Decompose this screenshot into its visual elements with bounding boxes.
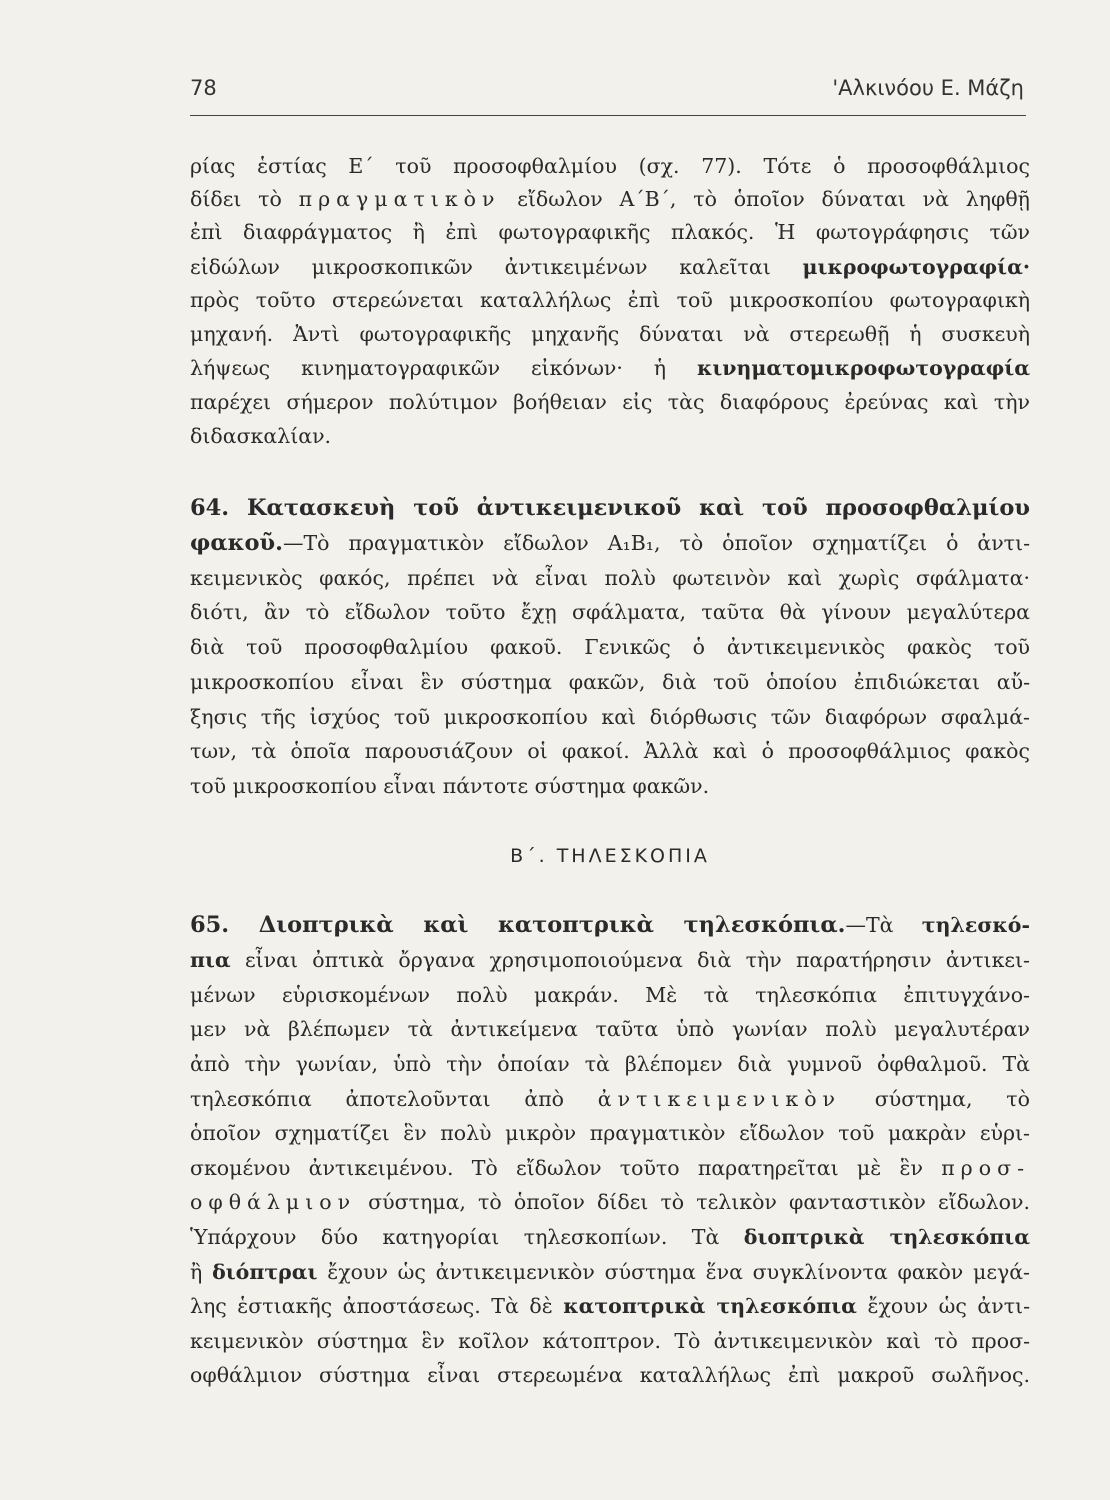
text-line: μικροσκοπίου εἶναι ἓν σύστημα φακῶν, διὰ τοῦ ὁποίου ἐπιδιώκεται αὔ-	[190, 670, 1030, 694]
text-line: λης ἑστιακῆς ἀποστάσεως. Τὰ δὲ κατοπτρικὰ τηλεσκόπια ἔχουν ὡς ἀντι-	[190, 1294, 1030, 1318]
spaced-term: πραγματικὸν	[298, 187, 501, 211]
text-line: μηχανή. Ἀντὶ φωτογραφικῆς μηχανῆς δύναται νὰ στερεωθῇ ἡ συσκευὴ	[190, 322, 1030, 346]
bold-term: διοπτρικὰ τηλεσκόπια	[743, 1225, 1030, 1249]
bold-term: κατοπτρικὰ τηλεσκόπια	[563, 1294, 857, 1318]
text-line: μένων εὑρισκομένων πολὺ μακράν. Μὲ τὰ τηλεσκόπια ἐπιτυγχάνο-	[190, 983, 1030, 1007]
text-line: δίδει τὸ πραγματικὸν εἴδωλον Α΄Β΄, τὸ ὁποῖον δύναται νὰ ληφθῇ	[190, 187, 1030, 211]
text-line: ὁποῖον σχηματίζει ἓν πολὺ μικρὸν πραγματικὸν εἴδωλον τοῦ μακρὰν εὑρι-	[190, 1121, 1030, 1145]
text-line: πρὸς τοῦτο στερεώνεται καταλλήλως ἐπὶ τοῦ μικροσκοπίου φωτογραφικὴ	[190, 288, 1030, 312]
spaced-term: οφθάλμιον	[190, 1190, 357, 1214]
section-b-heading: Β΄. ΤΗΛΕΣΚΟΠΙΑ	[510, 845, 710, 867]
text-line: ρίας ἑστίας Ε΄ τοῦ προσοφθαλμίου (σχ. 77). Τότε ὁ προσοφθάλμιος	[190, 154, 1030, 178]
text-line: Ὑπάρχουν δύο κατηγορίαι τηλεσκοπίων. Τὰ διοπτρικὰ τηλεσκόπια	[190, 1225, 1030, 1249]
text-line: κειμενικὸν σύστημα ἓν κοῖλον κάτοπτρον. Τὸ ἀντικειμενικὸν καὶ τὸ προσ-	[190, 1329, 1030, 1353]
bold-term: διόπτραι	[212, 1260, 318, 1284]
running-title: 'Αλκινόου Ε. Μάζη	[832, 76, 1024, 100]
text-line: κειμενικὸς φακός, πρέπει νὰ εἶναι πολὺ φωτεινὸν καὶ χωρὶς σφάλματα·	[190, 566, 1030, 590]
bold-term: μικροφωτογραφία·	[802, 255, 1030, 279]
text-line: εἰδώλων μικροσκοπικῶν ἀντικειμένων καλεῖται μικροφωτογραφία·	[190, 255, 1030, 279]
text-line: πια εἶναι ὀπτικὰ ὄργανα χρησιμοποιούμενα διὰ τὴν παρατήρησιν ἀντικει-	[190, 948, 1030, 972]
text-line: φακοῦ.—Τὸ πραγματικὸν εἴδωλον Α₁Β₁, τὸ ὁποῖον σχηματίζει ὁ ἀντι-	[190, 530, 1030, 556]
text-line: σκομένου ἀντικειμένου. Τὸ εἴδωλον τοῦτο παρατηρεῖται μὲ ἓν προσ-	[190, 1156, 1030, 1180]
text-line: ἐπὶ διαφράγματος ἢ ἐπὶ φωτογραφικῆς πλακός. Ἡ φωτογράφησις τῶν	[190, 220, 1030, 244]
bold-term: κινηματομικροφωτογραφία	[697, 356, 1030, 380]
text-line: μεν νὰ βλέπωμεν τὰ ἀντικείμενα ταῦτα ὑπὸ γωνίαν πολὺ μεγαλυτέραν	[190, 1017, 1030, 1041]
page-content	[190, 0, 1030, 1500]
text-line: οφθάλμιον σύστημα εἶναι στερεωμένα καταλλήλως ἐπὶ μακροῦ σωλῆνος.	[190, 1363, 1030, 1387]
text-line: διὰ τοῦ προσοφθαλμίου φακοῦ. Γενικῶς ὁ ἀντικειμενικὸς φακὸς τοῦ	[190, 635, 1030, 659]
section-64-heading: 64. Κατασκευὴ τοῦ ἀντικειμενικοῦ καὶ τοῦ προσοφθαλμίου	[190, 495, 1030, 521]
text-line: διδασκαλίαν.	[190, 424, 332, 448]
header-rule	[190, 115, 1026, 116]
bold-term: πια	[190, 948, 231, 972]
text-line: τηλεσκόπια ἀποτελοῦνται ἀπὸ ἀντικειμενικὸν σύστημα, τὸ	[190, 1087, 1030, 1111]
text-line: τοῦ μικροσκοπίου εἶναι πάντοτε σύστημα φακῶν.	[190, 774, 710, 798]
text-line: λήψεως κινηματογραφικῶν εἰκόνων· ἡ κινηματομικροφωτογραφία	[190, 356, 1030, 380]
text-line: ἢ διόπτραι ἔχουν ὡς ἀντικειμενικὸν σύστημα ἕνα συγκλίνοντα φακὸν μεγά-	[190, 1260, 1030, 1284]
page-header	[190, 72, 1030, 112]
page-number: 78	[190, 76, 217, 100]
text-line: διότι, ἂν τὸ εἴδωλον τοῦτο ἔχῃ σφάλματα, ταῦτα θὰ γίνουν μεγαλύτερα	[190, 600, 1030, 624]
text-line: ξησις τῆς ἰσχύος τοῦ μικροσκοπίου καὶ διόρθωσις τῶν διαφόρων σφαλμά-	[190, 705, 1030, 729]
bold-term: τηλεσκό-	[921, 913, 1030, 937]
text-line: των, τὰ ὁποῖα παρουσιάζουν οἱ φακοί. Ἀλλὰ καὶ ὁ προσοφθάλμιος φακὸς	[190, 739, 1030, 763]
spaced-term: προσ-	[941, 1156, 1030, 1180]
spaced-term: ἀντικειμενικὸν	[597, 1087, 841, 1111]
text-line: ἀπὸ τὴν γωνίαν, ὑπὸ τὴν ὁποίαν τὰ βλέπομεν διὰ γυμνοῦ ὀφθαλμοῦ. Τὰ	[190, 1052, 1030, 1076]
text-line: οφθάλμιον σύστημα, τὸ ὁποῖον δίδει τὸ τελικὸν φανταστικὸν εἴδωλον.	[190, 1190, 1030, 1214]
text-line: παρέχει σήμερον πολύτιμον βοήθειαν εἰς τὰς διαφόρους ἐρεύνας καὶ τὴν	[190, 390, 1030, 414]
section-65-heading: 65. Διοπτρικὰ καὶ κατοπτρικὰ τηλεσκόπια.—Τὰ τηλεσκό-	[190, 912, 1030, 938]
